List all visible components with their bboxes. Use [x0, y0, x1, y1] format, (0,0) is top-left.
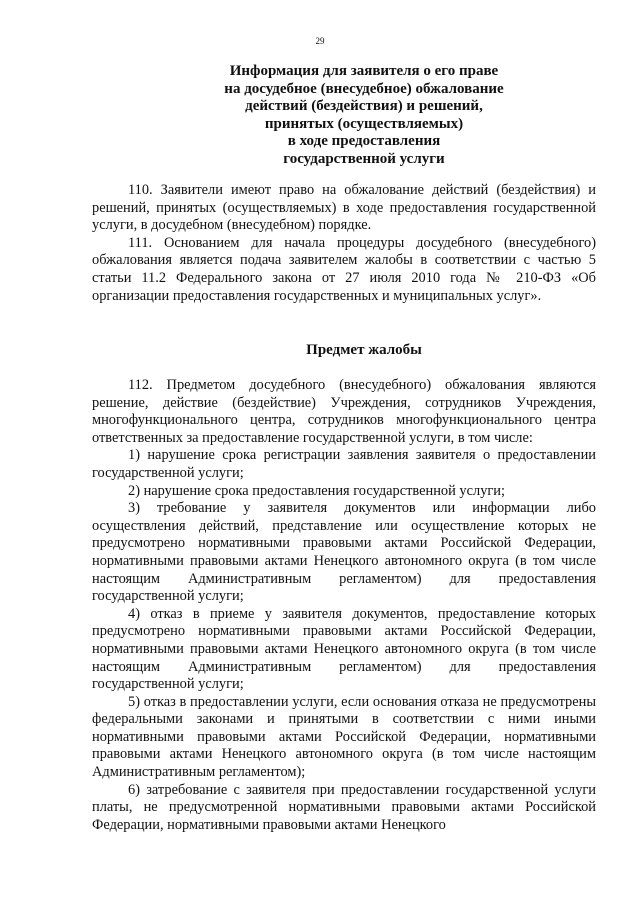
list-item: 6) затребование с заявителя при предоставлении государственной услуги платы, не предусмотренной нормативными правовыми актами Российской Федерации, нормативными правовыми актами Ненецкого — [92, 781, 596, 833]
title-line: на досудебное (внесудебное) обжалование — [224, 80, 504, 97]
title-line: государственной услуги — [283, 150, 445, 167]
list-item: 4) отказ в приеме у заявителя документов, предоставление которых предусмотрено нормативными правовыми актами Российской Федерации, нормативными правовыми актами Ненецкого автономного округа (в том числе настоящим Административным регламентом) для предоставления государственной услуги; — [92, 605, 596, 693]
list-item: 5) отказ в предоставлении услуги, если основания отказа не предусмотрены федеральными законами и принятыми в соответствии с ними иными нормативными правовыми актами Российской Федерации, нормативными правовыми актами Ненецкого автономного округа (в том числе настоящим Административным регламентом); — [92, 693, 596, 781]
list-item: 1) нарушение срока регистрации заявления заявителя о предоставлении государственной услуги; — [92, 447, 596, 481]
title-line: принятых (осуществляемых) — [264, 115, 464, 132]
title-line: Информация для заявителя о его праве — [229, 63, 499, 79]
paragraph-111: 111. Основанием для начала процедуры досудебного (внесудебного) обжалования является подача заявителем жалобы в соответствии с частью 5 статьи 11.2 Федерального закона от 27 июля 2010 года № 210-ФЗ «Об организации предоставления государственных и муниципальных услуг». — [92, 234, 596, 304]
section-heading: Предмет жалобы — [306, 342, 422, 358]
paragraph-110: 110. Заявители имеют право на обжалование действий (бездействия) и решений, принятых (осуществляемых) в ходе предоставления государственной услуги, в досудебном (внесудебном) порядке. — [92, 182, 596, 234]
paragraph-112: 112. Предметом досудебного (внесудебного) обжалования являются решение, действие (бездействие) Учреждения, сотрудников Учреждения, многофункционального центра, сотрудников многофункционального центра ответственных за предоставление государственной услуги, в том числе: — [92, 377, 596, 446]
section-1-body — [92, 182, 596, 305]
title-line: в ходе предоставления — [287, 133, 441, 149]
title-line: действий (бездействия) и решений, — [245, 98, 483, 114]
section-title — [0, 63, 640, 168]
list-item: 3) требование у заявителя документов или информации либо осуществления действий, представление или осуществление которых не предусмотрено нормативными правовыми актами Российской Федерации, нормативными правовыми актами Ненецкого автономного округа (в том числе настоящим Административным регламентом) для предоставления государственной услуги; — [92, 500, 596, 605]
list-item: 2) нарушение срока предоставления государственной услуги; — [128, 482, 505, 499]
section-2-body — [92, 377, 596, 834]
page-number: 29 — [315, 36, 325, 46]
